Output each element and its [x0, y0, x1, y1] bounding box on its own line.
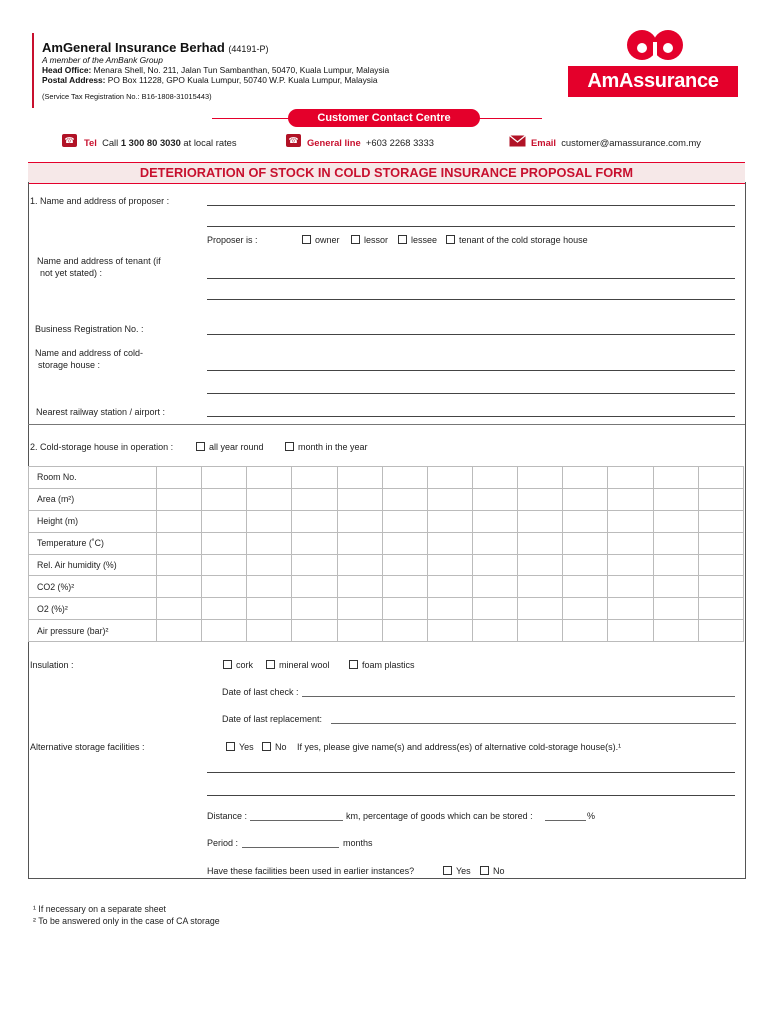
proposer-is-label: Proposer is : [207, 235, 258, 245]
grid-cell[interactable] [292, 554, 337, 576]
cold-storage-label: Name and address of cold- [35, 348, 144, 358]
grid-cell[interactable] [292, 510, 337, 532]
grid-cell[interactable] [292, 620, 337, 642]
grid-cell[interactable] [518, 488, 563, 510]
grid-cell[interactable] [247, 620, 292, 642]
alt-storage-name-field[interactable] [207, 772, 735, 773]
grid-cell[interactable] [247, 467, 292, 489]
grid-cell[interactable] [202, 510, 247, 532]
grid-cell[interactable] [653, 576, 698, 598]
grid-cell[interactable] [518, 554, 563, 576]
grid-cell[interactable] [653, 598, 698, 620]
grid-cell[interactable] [698, 532, 743, 554]
grid-cell[interactable] [337, 488, 382, 510]
grid-row-label: Area (m²) [29, 488, 157, 510]
table-row [29, 467, 744, 489]
grid-cell[interactable] [563, 554, 608, 576]
grid-cell[interactable] [202, 620, 247, 642]
grid-cell[interactable] [157, 532, 202, 554]
grid-cell[interactable] [472, 467, 517, 489]
tenant-label: Name and address of tenant (if [37, 256, 161, 266]
grid-cell[interactable] [563, 510, 608, 532]
grid-cell[interactable] [563, 488, 608, 510]
phone-icon: ☎ [286, 134, 301, 147]
grid-cell[interactable] [563, 598, 608, 620]
grid-cell[interactable] [608, 620, 653, 642]
email-link[interactable]: customer@amassurance.com.my [561, 137, 701, 148]
grid-cell[interactable] [202, 467, 247, 489]
grid-cell[interactable] [382, 467, 427, 489]
insulation-mineral-wool-checkbox[interactable]: mineral wool [266, 660, 330, 670]
grid-cell[interactable] [247, 510, 292, 532]
grid-cell[interactable] [563, 532, 608, 554]
grid-cell[interactable] [202, 532, 247, 554]
table-row [29, 510, 744, 532]
storage-room-table [28, 466, 744, 642]
alt-storage-address-field[interactable] [207, 795, 735, 796]
grid-cell[interactable] [653, 510, 698, 532]
cold-storage-label-cont: storage house : [38, 360, 101, 370]
checkbox-box[interactable] [446, 235, 455, 244]
checkbox-box[interactable] [480, 866, 489, 875]
grid-cell[interactable] [472, 532, 517, 554]
member-of: A member of the AmBank Group [42, 55, 163, 65]
checkbox-box[interactable] [443, 866, 452, 875]
months-text: months [343, 838, 373, 848]
grid-cell[interactable] [337, 576, 382, 598]
checkbox-box[interactable] [398, 235, 407, 244]
general-line-contact: General line +603 2268 3333 [307, 137, 434, 148]
tenant-address-field[interactable] [207, 299, 735, 300]
table-row [29, 598, 744, 620]
distance-label: Distance : [207, 811, 248, 821]
grid-cell[interactable] [472, 488, 517, 510]
grid-cell[interactable] [518, 467, 563, 489]
grid-cell[interactable] [292, 467, 337, 489]
proposer-tenant-checkbox[interactable]: tenant of the cold storage house [446, 235, 588, 245]
grid-cell[interactable] [653, 554, 698, 576]
checkbox-box[interactable] [302, 235, 311, 244]
grid-cell[interactable] [427, 510, 472, 532]
grid-row-label: Air pressure (bar)² [29, 620, 157, 642]
railway-field[interactable] [207, 416, 735, 417]
grid-cell[interactable] [247, 532, 292, 554]
grid-cell[interactable] [563, 467, 608, 489]
grid-cell[interactable] [382, 554, 427, 576]
checkbox-box[interactable] [226, 742, 235, 751]
table-row [29, 576, 744, 598]
grid-cell[interactable] [653, 467, 698, 489]
footnote-1: ¹ If necessary on a separate sheet [33, 904, 167, 914]
last-check-field[interactable] [302, 696, 735, 697]
brn-label: Business Registration No. : [35, 324, 144, 334]
grid-cell[interactable] [382, 576, 427, 598]
grid-cell[interactable] [608, 598, 653, 620]
railway-label: Nearest railway station / airport : [36, 407, 166, 417]
checkbox-box[interactable] [223, 660, 232, 669]
proposer-address-field[interactable] [207, 226, 735, 227]
grid-cell[interactable] [608, 554, 653, 576]
insulation-foam-plastics-checkbox[interactable]: foam plastics [349, 660, 415, 670]
grid-cell[interactable] [202, 576, 247, 598]
grid-cell[interactable] [427, 598, 472, 620]
earlier-yes-checkbox[interactable]: Yes [443, 866, 471, 876]
customer-contact-centre: Customer Contact Centre [288, 109, 480, 127]
grid-cell[interactable] [247, 554, 292, 576]
table-row [29, 488, 744, 510]
grid-cell[interactable] [157, 467, 202, 489]
grid-cell[interactable] [608, 467, 653, 489]
company-name: AmGeneral Insurance Berhad (44191-P) [42, 40, 269, 55]
grid-cell[interactable] [247, 598, 292, 620]
grid-cell[interactable] [337, 467, 382, 489]
grid-cell[interactable] [202, 598, 247, 620]
grid-cell[interactable] [472, 598, 517, 620]
grid-cell[interactable] [292, 576, 337, 598]
grid-cell[interactable] [427, 532, 472, 554]
grid-cell[interactable] [698, 510, 743, 532]
cold-storage-name-field[interactable] [207, 370, 735, 371]
grid-cell[interactable] [427, 620, 472, 642]
grid-cell[interactable] [337, 554, 382, 576]
q2-label: 2. Cold-storage house in operation : [30, 442, 174, 452]
proposer-lessee-checkbox[interactable]: lessee [398, 235, 437, 245]
proposer-owner-checkbox[interactable]: owner [302, 235, 340, 245]
grid-cell[interactable] [472, 554, 517, 576]
checkbox-box[interactable] [349, 660, 358, 669]
alt-no-checkbox[interactable]: No [262, 742, 287, 752]
grid-cell[interactable] [427, 576, 472, 598]
brand-logo: AmAssurance [568, 66, 738, 97]
grid-cell[interactable] [518, 598, 563, 620]
grid-cell[interactable] [563, 620, 608, 642]
table-row [29, 554, 744, 576]
company-reg: (44191-P) [228, 44, 269, 54]
table-row [29, 620, 744, 642]
grid-cell[interactable] [247, 488, 292, 510]
grid-cell[interactable] [157, 620, 202, 642]
phone-icon: ☎ [62, 134, 77, 147]
tel-contact: Tel Call 1 300 80 3030 at local rates [84, 137, 237, 148]
grid-cell[interactable] [337, 598, 382, 620]
tax-registration: (Service Tax Registration No.: B16-1808-31015443) [42, 92, 212, 101]
period-label: Period : [207, 838, 239, 848]
head-office: Head Office: Menara Shell, No. 211, Jalan Tun Sambanthan, 50470, Kuala Lumpur, Malaysia [42, 65, 390, 75]
grid-cell[interactable] [247, 576, 292, 598]
month-in-year-checkbox[interactable]: month in the year [285, 442, 368, 452]
grid-cell[interactable] [157, 598, 202, 620]
grid-cell[interactable] [427, 488, 472, 510]
alt-storage-label: Alternative storage facilities : [30, 742, 145, 752]
last-check-label: Date of last check : [222, 687, 299, 697]
checkbox-box[interactable] [285, 442, 294, 451]
grid-cell[interactable] [382, 510, 427, 532]
grid-cell[interactable] [698, 488, 743, 510]
grid-row-label: Temperature (˚C) [29, 532, 157, 554]
grid-cell[interactable] [157, 510, 202, 532]
grid-cell[interactable] [698, 554, 743, 576]
grid-cell[interactable] [472, 576, 517, 598]
grid-cell[interactable] [157, 554, 202, 576]
checkbox-box[interactable] [266, 660, 275, 669]
insulation-cork-checkbox[interactable]: cork [223, 660, 253, 670]
grid-cell[interactable] [472, 620, 517, 642]
grid-cell[interactable] [382, 620, 427, 642]
all-year-checkbox[interactable]: all year round [196, 442, 264, 452]
grid-cell[interactable] [337, 510, 382, 532]
last-replacement-label: Date of last replacement: [222, 714, 323, 724]
grid-row-label: Room No. [29, 467, 157, 489]
grid-cell[interactable] [653, 620, 698, 642]
grid-cell[interactable] [518, 532, 563, 554]
proposer-lessor-checkbox[interactable]: lessor [351, 235, 388, 245]
grid-row-label: CO2 (%)² [29, 576, 157, 598]
grid-cell[interactable] [157, 488, 202, 510]
percent-sign: % [587, 811, 596, 821]
brn-field[interactable] [207, 334, 735, 335]
q1-label: 1. Name and address of proposer : [30, 196, 170, 206]
km-text: km, percentage of goods which can be stored : [346, 811, 533, 821]
grid-cell[interactable] [653, 488, 698, 510]
grid-cell[interactable] [698, 620, 743, 642]
checkbox-box[interactable] [196, 442, 205, 451]
tenant-label-cont: not yet stated) : [40, 268, 103, 278]
grid-cell[interactable] [382, 532, 427, 554]
email-contact: Email customer@amassurance.com.my [531, 137, 701, 148]
grid-cell[interactable] [608, 576, 653, 598]
grid-cell[interactable] [518, 620, 563, 642]
grid-cell[interactable] [202, 488, 247, 510]
postal-address: Postal Address: PO Box 11228, GPO Kuala Lumpur, 50740 W.P. Kuala Lumpur, Malaysia [42, 75, 378, 85]
form-title: DETERIORATION OF STOCK IN COLD STORAGE INSURANCE PROPOSAL FORM [28, 162, 745, 184]
envelope-icon [509, 135, 526, 147]
grid-cell[interactable] [518, 576, 563, 598]
distance-field[interactable] [250, 820, 343, 821]
checkbox-box[interactable] [351, 235, 360, 244]
grid-cell[interactable] [698, 576, 743, 598]
grid-cell[interactable] [292, 488, 337, 510]
grid-row-label: O2 (%)² [29, 598, 157, 620]
grid-row-label: Rel. Air humidity (%) [29, 554, 157, 576]
grid-cell[interactable] [608, 488, 653, 510]
grid-cell[interactable] [518, 510, 563, 532]
grid-cell[interactable] [563, 576, 608, 598]
grid-cell[interactable] [472, 510, 517, 532]
checkbox-box[interactable] [262, 742, 271, 751]
footnote-2: ² To be answered only in the case of CA storage [33, 916, 220, 926]
grid-cell[interactable] [653, 532, 698, 554]
grid-cell[interactable] [698, 598, 743, 620]
brand-logo-mark-icon [626, 28, 684, 62]
grid-cell[interactable] [382, 488, 427, 510]
grid-cell[interactable] [608, 532, 653, 554]
header-accent-bar [32, 33, 34, 108]
section-separator [28, 424, 745, 425]
alt-yes-checkbox[interactable]: Yes [226, 742, 254, 752]
grid-cell[interactable] [337, 532, 382, 554]
earlier-instances-label: Have these facilities been used in earlier instances? [207, 866, 415, 876]
proposer-name-field[interactable] [207, 205, 735, 206]
tenant-name-field[interactable] [207, 278, 735, 279]
grid-cell[interactable] [202, 554, 247, 576]
grid-row-label: Height (m) [29, 510, 157, 532]
alt-note: If yes, please give name(s) and address(es) of alternative cold-storage house(s).¹ [297, 742, 622, 752]
grid-cell[interactable] [427, 554, 472, 576]
insulation-label: Insulation : [30, 660, 74, 670]
earlier-no-checkbox[interactable]: No [480, 866, 505, 876]
period-field[interactable] [242, 847, 339, 848]
table-row [29, 532, 744, 554]
grid-cell[interactable] [608, 510, 653, 532]
grid-cell[interactable] [382, 598, 427, 620]
grid-cell[interactable] [698, 467, 743, 489]
grid-cell[interactable] [292, 532, 337, 554]
cold-storage-address-field[interactable] [207, 393, 735, 394]
grid-cell[interactable] [337, 620, 382, 642]
grid-cell[interactable] [427, 467, 472, 489]
last-replacement-field[interactable] [331, 723, 736, 724]
grid-cell[interactable] [157, 576, 202, 598]
percentage-field[interactable] [545, 820, 586, 821]
grid-cell[interactable] [292, 598, 337, 620]
